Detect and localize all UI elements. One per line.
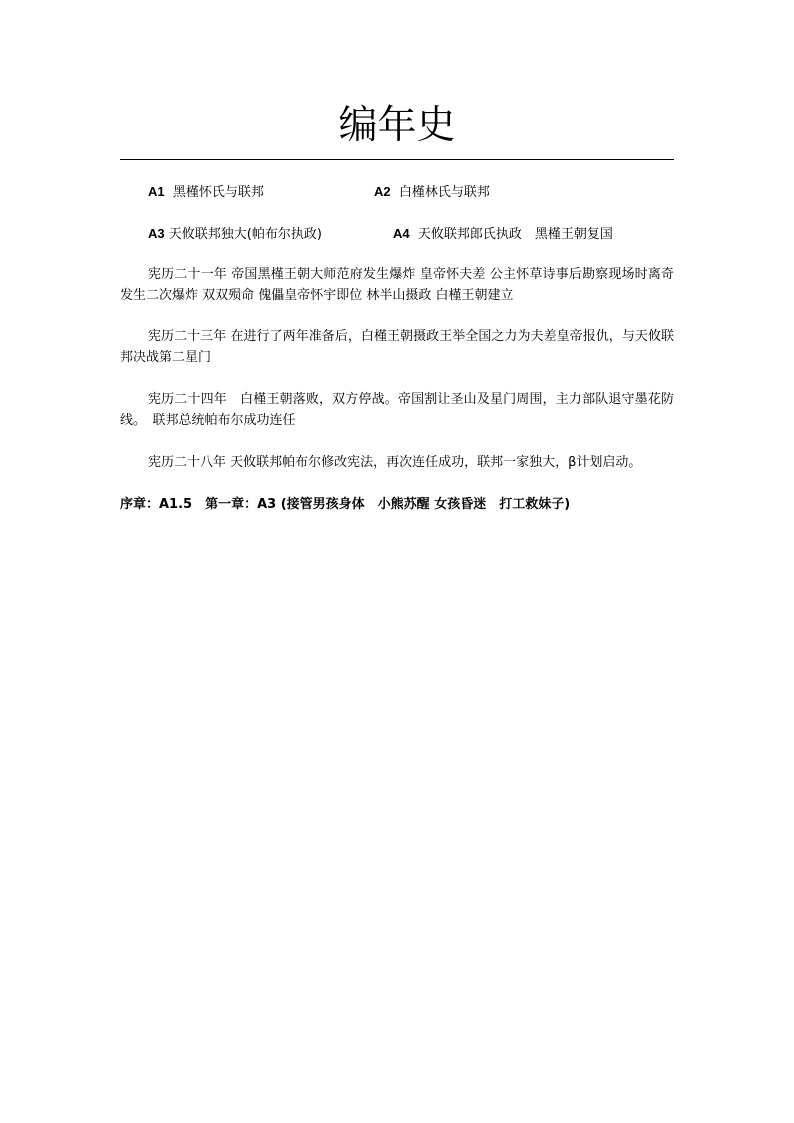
option-label: 白槿林氏与联邦	[398, 185, 490, 200]
chronicle-paragraph-1: 宪历二十一年 帝国黑槿王朝大师范府发生爆炸 皇帝怀夫差 公主怀草诗事后勘察现场时离奇发生二次爆炸 双双殒命 傀儡皇帝怀宇即位 林半山摄政 白槿王朝建立	[120, 267, 674, 303]
chapter-outline: 序章：A1.5 第一章：A3 (接管男孩身体 小熊苏醒 女孩昏迷 打工救妹子)	[120, 497, 571, 512]
option-a3	[148, 224, 322, 245]
chronicle-paragraph-3: 宪历二十四年 白槿王朝落败，双方停战。帝国割让圣山及星门周围，主力部队退守墨花防线。 联邦总统帕布尔成功连任	[120, 392, 674, 428]
option-a2	[374, 182, 490, 203]
option-label: 天攸联邦独大(帕布尔执政)	[168, 227, 322, 242]
option-code: A1	[148, 184, 165, 199]
chronicle-paragraph-4: 宪历二十八年 天攸联邦帕布尔修改宪法，再次连任成功，联邦一家独大，β计划启动。	[148, 455, 642, 470]
title-divider	[120, 159, 674, 160]
option-code: A4	[393, 226, 410, 241]
option-label: 天攸联邦郎氏执政 黑槿王朝复国	[417, 227, 613, 242]
option-a1	[148, 182, 264, 203]
option-a4	[393, 224, 613, 245]
option-code: A3	[148, 226, 165, 241]
option-row-2	[148, 224, 668, 244]
chronicle-paragraph-2: 宪历二十三年 在进行了两年准备后，白槿王朝摄政王举全国之力为夫差皇帝报仇，与天攸联邦决战第二星门	[120, 329, 674, 365]
option-row-1	[148, 182, 668, 202]
document-title: 编年史	[338, 103, 456, 148]
option-code: A2	[374, 184, 391, 199]
option-label: 黑槿怀氏与联邦	[172, 185, 264, 200]
